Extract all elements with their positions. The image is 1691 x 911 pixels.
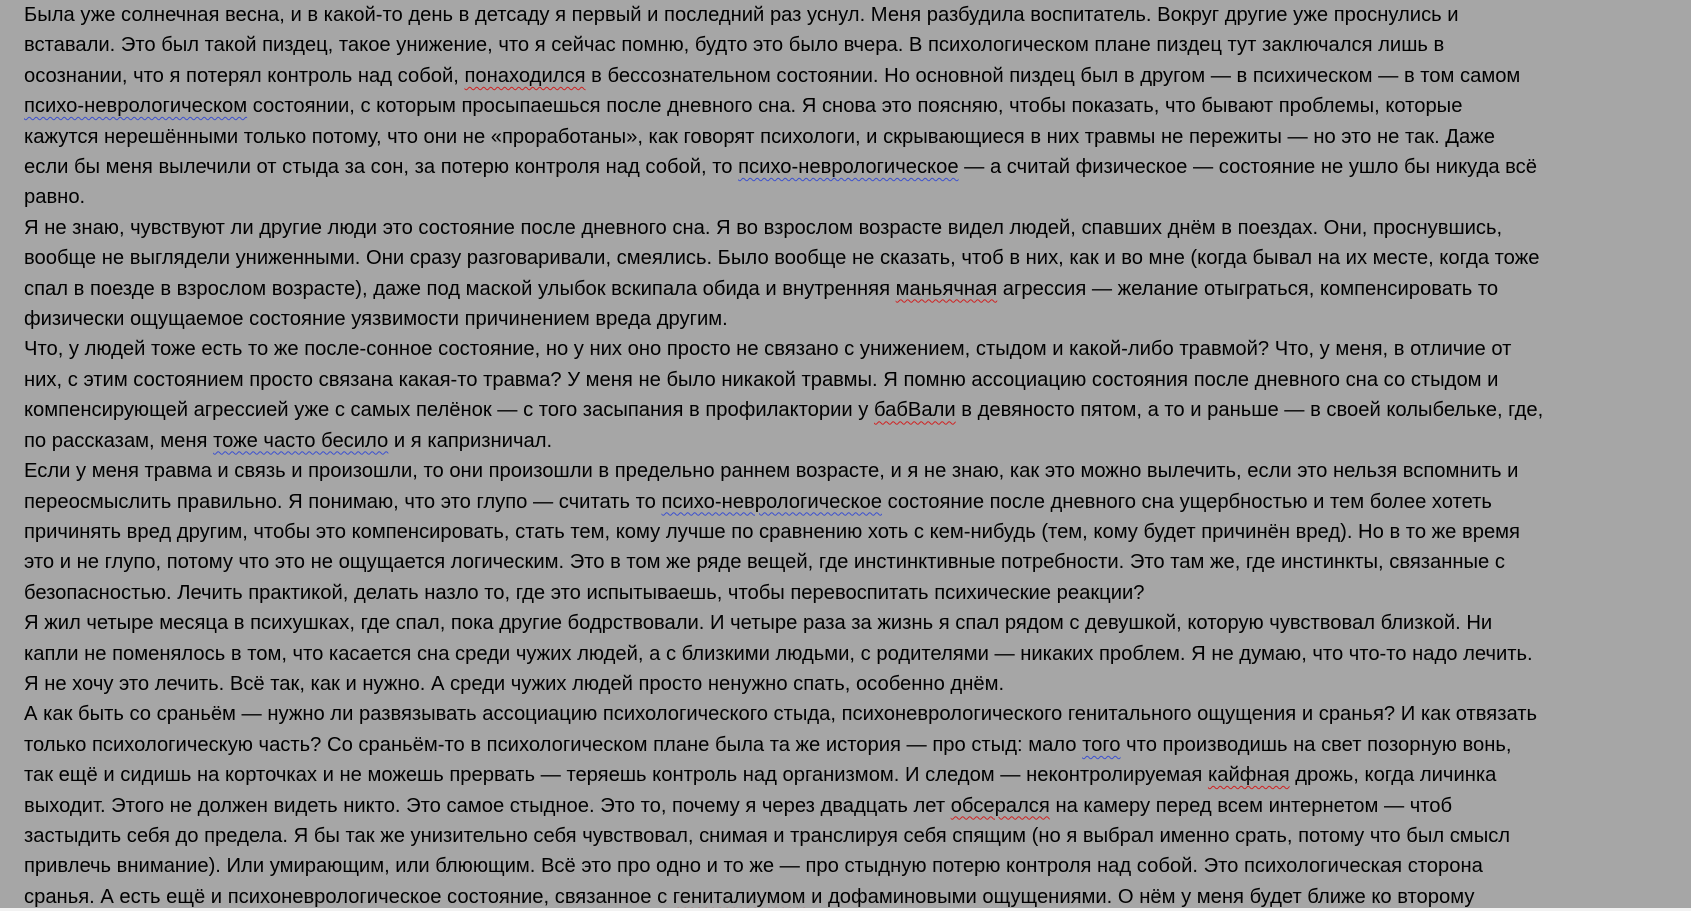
text-run: привлечь внимание). Или умирающим, или блюющим. Всё это про одно и то же — про стыдную потерю контроля над собой. Это психологическая сторона [24,855,1483,878]
text-run: Что, у людей тоже есть то же после-сонное состояние, но у них оно просто не связано с унижением, стыдом и какой-либо травмой? Что, у меня, в отличие от [24,338,1512,361]
text-run: застыдить себя до предела. Я бы так же унизительно себя чувствовал, снимая и транслируя себя спящим (но я выбрал именно срать, потому что был смысл [24,824,1511,847]
text-line [24,61,1674,91]
text-run: Была уже солнечная весна, и в какой-то день в детсаду я первый и последний раз уснул. Меня разбудила воспитатель. Вокруг другие уже проснулись и [24,4,1459,26]
text-run: Я не хочу это лечить. Всё так, как и нужно. А среди чужих людей просто ненужно спать, особенно днём. [24,672,1005,695]
paragraph [24,334,1674,456]
text-line [24,821,1674,851]
text-run: выходит. Этого не должен видеть никто. Это самое стыдное. Это то, почему я через двадцать лет [24,794,951,817]
text-run: в девяносто пятом, а то и раньше — в своей колыбельке, где, [955,399,1544,422]
text-run: безопасностью. Лечить практикой, делать назло то, где это испытываешь, чтобы перевоспитать психические реакции? [24,581,1145,604]
spelling-error-word: маньячная [895,277,998,300]
text-run: и я капризничал. [388,429,553,452]
spelling-error-word: бабВали [874,399,956,422]
text-line [24,730,1674,760]
text-run: причинять вред другим, чтобы это компенсировать, стать тем, кому лучше по сравнению хоть с кем-нибудь (тем, кому будет причинён вред). Но в то же время [24,520,1520,543]
text-run: так ещё и сидишь на корточках и не можешь прервать — теряешь контроль над организмом. И следом — неконтролируемая [24,764,1208,787]
text-run: осознании, что я потерял контроль над собой, [24,64,465,87]
text-run: агрессия — желание отыграться, компенсировать то [997,277,1499,300]
spelling-error-word: обсерался [950,794,1050,817]
spelling-error-word: кайфная [1207,764,1290,787]
paragraph [24,0,1674,213]
text-line [24,791,1674,821]
text-line [24,882,1674,911]
grammar-flagged-phrase: психо-неврологическое [661,490,882,513]
text-run: состоянии, с которым просыпаешься после дневного сна. Я снова это поясняю, чтобы показать, что бывают проблемы, которые [247,95,1463,118]
text-line [24,699,1674,729]
text-run: на камеру перед всем интернетом — чтоб [1049,794,1453,817]
text-line [24,182,1674,212]
text-run: сранья. А есть ещё и психоневрологическое состояние, связанное с [24,885,673,908]
grammar-flagged-phrase: психо-неврологическое [738,156,959,179]
text-run: по рассказам, меня [24,429,214,452]
text-run: кажутся нерешёнными только потому, что они не «проработаны», как говорят психологи, и скрывающиеся в них травмы не пережиты — но это не так. Даже [24,125,1495,148]
text-line [24,760,1674,790]
text-line [24,578,1674,608]
text-run: вообще не выглядели униженными. Они сразу разговаривали, смеялись. Было вообще не сказать, чтоб в них, как и во мне (когда бывал на их месте, когда тоже [24,247,1540,270]
text-run: А как быть со сраньём — нужно ли развязывать ассоциацию психологического стыда, психоневрологического генитального ощущения и сранья? И как отвязать [24,703,1538,726]
text-line [24,365,1674,395]
text-line [24,334,1674,364]
text-run: компенсирующей агрессией уже с самых пелёнок — с того засыпания в профилактории у [24,399,875,422]
text-line [24,152,1674,182]
text-run: них, с этим состоянием просто связана какая-то травма? У меня не было никакой травмы. Я помню ассоциацию состояния после дневного сна со стыдом и [24,368,1499,391]
text-line [24,547,1674,577]
paragraph [24,608,1674,699]
text-run: переосмыслить правильно. Я понимаю, что это глупо — считать то [24,490,662,513]
text-run: только психологическую часть? Со сраньём-то в психологическом плане была та же история — про стыд: мало [24,733,1083,756]
spelling-error-word: понаходился [464,64,586,87]
text-run: в бессознательном состоянии. Но основной пиздец был в другом — в психическом — в том самом [585,64,1521,87]
paragraph [24,699,1674,911]
paragraph [24,213,1674,335]
text-run: дрожь, когда личинка [1289,764,1497,787]
text-run: вставали. Это был такой пиздец, такое унижение, что я сейчас помню, будто это было вчера. В психологическом плане пиздец тут заключался лишь в [24,34,1445,57]
text-line [24,639,1674,669]
text-line [24,487,1674,517]
text-line [24,456,1674,486]
text-line [24,122,1674,152]
text-line [24,608,1674,638]
text-line [24,30,1674,60]
text-line [24,213,1674,243]
text-line [24,0,1674,30]
text-line [24,274,1674,304]
text-line [24,91,1674,121]
text-run: равно. [24,186,86,209]
text-run: состояние после дневного сна ущербностью и тем более хотеть [881,490,1492,513]
text-run: если бы меня вылечили от стыда за сон, за потерю контроля над собой, то [24,156,739,179]
text-run: капли не поменялось в том, что касается сна среди чужих людей, а с близкими людьми, с родителями — никаких проблем. Я не думаю, что что-то надо лечить. [24,642,1533,665]
text-run: физически ощущаемое состояние уязвимости причинением вреда другим. [24,308,728,331]
grammar-flagged-phrase: того [1082,733,1121,756]
paragraph [24,456,1674,608]
text-run: и дофаминовыми ощущениями. О нём у меня будет ближе ко второму [805,885,1475,908]
grammar-flagged-phrase: психо-неврологическом [24,95,248,118]
text-line [24,669,1674,699]
text-line [24,304,1674,334]
text-run: Я жил четыре месяца в психушках, где спал, пока другие бодрствовали. И четыре раза за жизнь я спал рядом с девушкой, которую чувствовал близкой. Ни [24,612,1493,635]
text-run: Если у меня травма и связь и произошли, то они произошли в предельно раннем возрасте, и я не знаю, как это можно вылечить, если это нельзя вспомнить и [24,460,1519,483]
text-run: спал в поезде в взрослом возрасте), даже под маской улыбок вскипала обида и внутренняя [24,277,896,300]
grammar-flagged-phrase: тоже часто бесило [213,429,389,452]
text-line [24,517,1674,547]
text-run: что производишь на свет позорную вонь, [1120,733,1512,756]
text-line [24,426,1674,456]
text-line [24,243,1674,273]
text-run: это и не глупо, потому что это не ощущается логическим. Это в том же ряде вещей, где инстинктивные потребности. Это там же, где инстинкты, связанные с [24,551,1505,574]
document-body[interactable] [24,0,1674,911]
text-line [24,851,1674,881]
text-run: Я не знаю, чувствуют ли другие люди это состояние после дневного сна. Я во взрослом возрасте видел людей, спавших днём в поездах. Они, проснувшись, [24,216,1503,239]
spelling-error-word: гениталиумом [672,885,806,908]
text-run: — а считай физическое — состояние не ушло бы никуда всё [958,156,1537,179]
text-line [24,395,1674,425]
